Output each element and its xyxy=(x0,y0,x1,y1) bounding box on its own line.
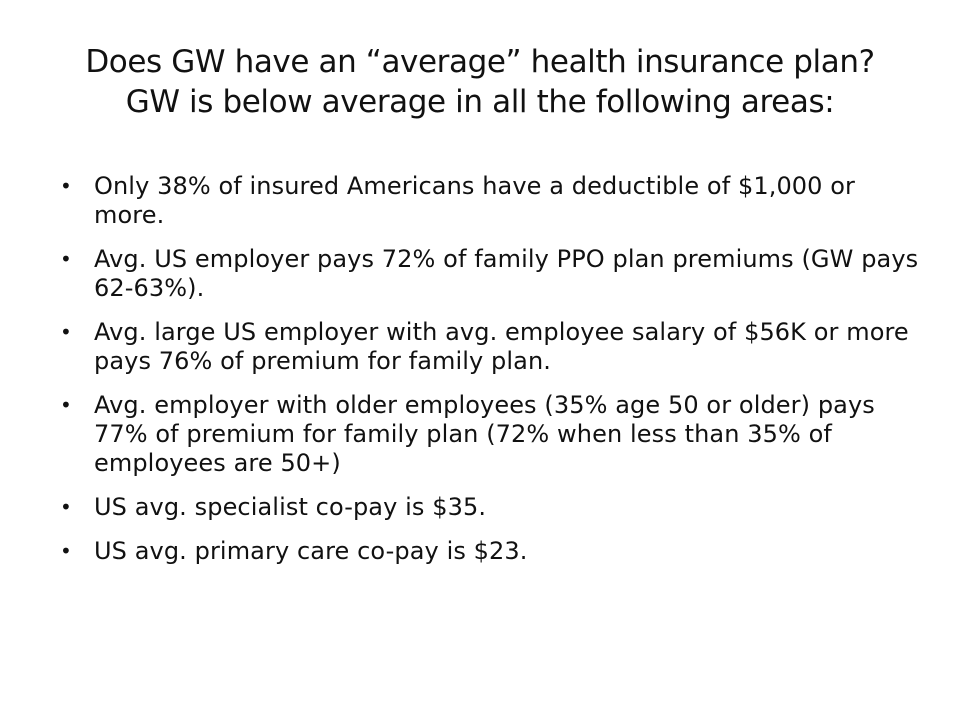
bullet-dot-icon: • xyxy=(60,393,72,417)
bullet-list xyxy=(60,172,920,581)
bullet-item xyxy=(60,172,920,230)
bullet-item xyxy=(60,245,920,303)
title-line-2: GW is below average in all the following areas: xyxy=(125,84,835,120)
bullet-dot-icon: • xyxy=(60,539,72,563)
bullet-text: Avg. large US employer with avg. employee salary of $56K or more pays 76% of premium for family plan. xyxy=(94,318,909,375)
bullet-text: Avg. US employer pays 72% of family PPO plan premiums (GW pays 62-63%). xyxy=(94,245,919,302)
title-line-1: Does GW have an “average” health insurance plan? xyxy=(85,44,875,80)
bullet-item xyxy=(60,493,920,522)
bullet-item xyxy=(60,537,920,566)
bullet-dot-icon: • xyxy=(60,320,72,344)
bullet-text: US avg. specialist co-pay is $35. xyxy=(94,493,487,521)
slide-title xyxy=(20,42,940,122)
bullet-item xyxy=(60,318,920,376)
bullet-dot-icon: • xyxy=(60,174,72,198)
bullet-dot-icon: • xyxy=(60,495,72,519)
bullet-dot-icon: • xyxy=(60,247,72,271)
bullet-item xyxy=(60,391,920,478)
bullet-text: US avg. primary care co-pay is $23. xyxy=(94,537,528,565)
bullet-text: Only 38% of insured Americans have a deductible of $1,000 or more. xyxy=(94,172,856,229)
bullet-text: Avg. employer with older employees (35% age 50 or older) pays 77% of premium for family plan (72% when less than 35% of employees are 50+) xyxy=(94,391,875,477)
